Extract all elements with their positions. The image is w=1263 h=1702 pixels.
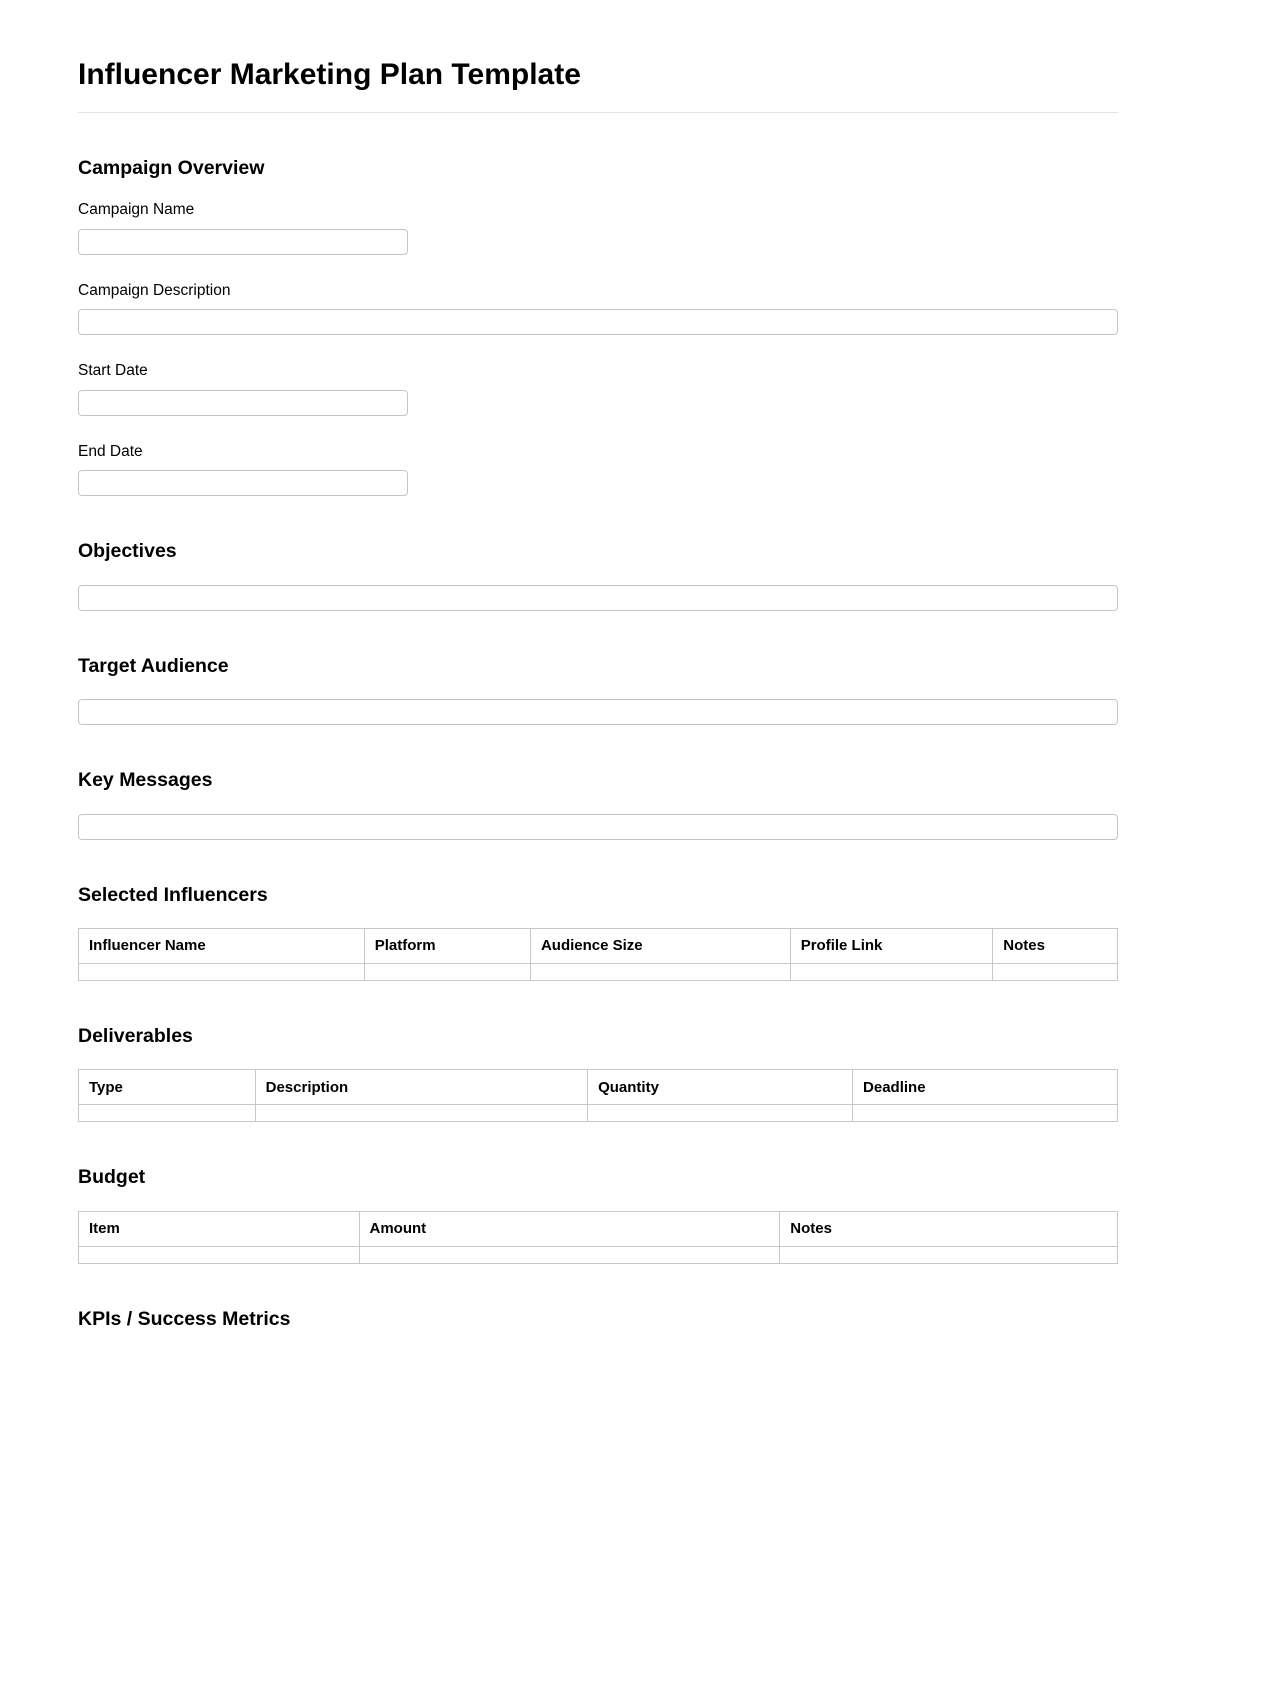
campaign-description-label: Campaign Description (78, 281, 231, 299)
campaign-name-field (78, 201, 1118, 255)
section-heading-key-messages: Key Messages (78, 769, 213, 792)
table-cell[interactable] (530, 963, 790, 980)
target-audience-input[interactable] (78, 699, 1118, 725)
table-cell[interactable] (790, 963, 993, 980)
section-heading-objectives: Objectives (78, 540, 177, 563)
table-cell[interactable] (993, 963, 1118, 980)
section-heading-budget: Budget (78, 1166, 146, 1189)
column-header-influencer-name: Influencer Name (79, 928, 365, 963)
title-divider (78, 112, 1118, 113)
end-date-label: End Date (78, 442, 143, 460)
bottom-whitespace (78, 1352, 1118, 1702)
table-header-row (79, 1070, 1118, 1105)
column-header-quantity: Quantity (588, 1070, 853, 1105)
end-date-input[interactable] (78, 470, 408, 496)
column-header-deadline: Deadline (853, 1070, 1118, 1105)
table-cell[interactable] (780, 1246, 1118, 1263)
campaign-name-label: Campaign Name (78, 200, 195, 218)
section-heading-campaign-overview: Campaign Overview (78, 156, 265, 179)
table-cell[interactable] (588, 1105, 853, 1122)
campaign-description-field (78, 282, 1118, 336)
column-header-description: Description (255, 1070, 587, 1105)
column-header-item: Item (79, 1211, 360, 1246)
page-title: Influencer Marketing Plan Template (78, 58, 581, 91)
document-page (78, 0, 1118, 1702)
deliverables-table (78, 1069, 1118, 1122)
column-header-platform: Platform (364, 928, 530, 963)
section-heading-kpis: KPIs / Success Metrics (78, 1307, 291, 1330)
selected-influencers-table (78, 928, 1118, 981)
column-header-notes: Notes (993, 928, 1118, 963)
key-messages-input[interactable] (78, 814, 1118, 840)
table-cell[interactable] (359, 1246, 780, 1263)
column-header-audience-size: Audience Size (530, 928, 790, 963)
table-cell[interactable] (364, 963, 530, 980)
table-cell[interactable] (255, 1105, 587, 1122)
end-date-field (78, 443, 1118, 497)
table-cell[interactable] (79, 1105, 256, 1122)
column-header-profile-link: Profile Link (790, 928, 993, 963)
objectives-input[interactable] (78, 585, 1118, 611)
table-cell[interactable] (79, 1246, 360, 1263)
table-row (79, 963, 1118, 980)
section-heading-selected-influencers: Selected Influencers (78, 883, 268, 906)
start-date-label: Start Date (78, 362, 148, 380)
campaign-description-input[interactable] (78, 309, 1118, 335)
campaign-name-input[interactable] (78, 229, 408, 255)
table-row (79, 1246, 1118, 1263)
table-row (79, 1105, 1118, 1122)
table-cell[interactable] (853, 1105, 1118, 1122)
section-heading-deliverables: Deliverables (78, 1024, 193, 1047)
column-header-amount: Amount (359, 1211, 780, 1246)
column-header-type: Type (79, 1070, 256, 1105)
column-header-notes: Notes (780, 1211, 1118, 1246)
section-heading-target-audience: Target Audience (78, 654, 229, 677)
table-header-row (79, 928, 1118, 963)
budget-table (78, 1211, 1118, 1264)
start-date-field (78, 362, 1118, 416)
table-header-row (79, 1211, 1118, 1246)
table-cell[interactable] (79, 963, 365, 980)
start-date-input[interactable] (78, 390, 408, 416)
